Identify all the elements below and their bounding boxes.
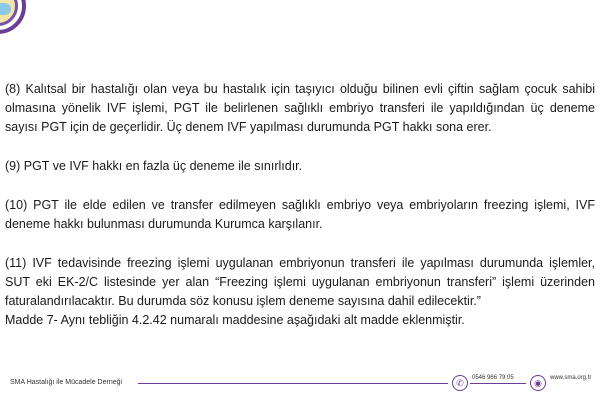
- footer-phone: 0546 966 79 05: [472, 375, 514, 381]
- organization-logo: [0, 0, 26, 34]
- footer-divider: [138, 383, 448, 384]
- phone-icon: ✆: [452, 375, 468, 391]
- article-7: Madde 7- Aynı tebliğin 4.2.42 numaralı maddesine aşağıdaki alt madde eklenmiştir.: [5, 313, 465, 327]
- page-footer: [0, 370, 600, 394]
- footer-website[interactable]: www.sma.org.tr: [550, 375, 592, 381]
- footer-divider-mid: [470, 383, 526, 384]
- logo-emblem: [0, 0, 18, 26]
- paragraph-9: (9) PGT ve IVF hakkı en fazla üç deneme ile sınırlıdır.: [5, 159, 303, 173]
- footer-organization: SMA Hastalığı ile Mücadele Derneği: [10, 379, 123, 386]
- paragraph-11: (11) IVF tedavisinde freezing işlemi uygulanan embriyonun transferi ile yapılması durumunda işlemler, SUT eki EK-2/C listesinde yer alan “Freezing işlemi uygulanan embriyonun transferi” işlemi üzerinden faturalandırılacaktır. Bu durumda söz konusu işlem deneme sayısına dahil edilecektir.”: [5, 256, 595, 308]
- logo-accent: [0, 3, 11, 15]
- document-body: [5, 80, 595, 330]
- paragraph-10: (10) PGT ile elde edilen ve transfer edilmeyen sağlıklı embriyo veya embriyoların freezing işlemi, IVF deneme hakkı bulunması durumunda Kurumca karşılanır.: [5, 198, 595, 231]
- paragraph-8: (8) Kalıtsal bir hastalığı olan veya bu hastalık için taşıyıcı olduğu bilinen evli çiftin sağlam çocuk sahibi olmasına yönelik IVF işlemi, PGT ile belirlenen sağlıklı embriyo transferi ile yapıldığından üç deneme sayısı PGT için de geçerlidir. Üç denem IVF yapılması durumunda PGT hakkı sona erer.: [5, 82, 595, 134]
- globe-icon: ◉: [530, 375, 546, 391]
